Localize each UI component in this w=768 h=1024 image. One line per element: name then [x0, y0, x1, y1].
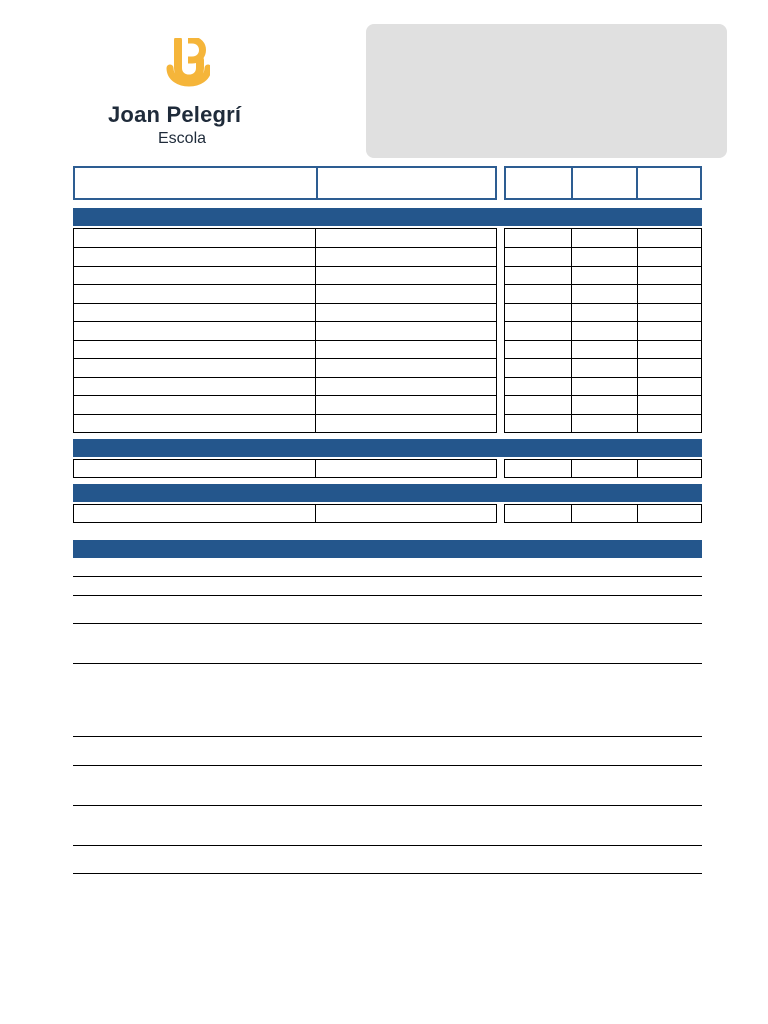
notes-line — [73, 595, 702, 596]
section-2-left-row — [73, 459, 497, 478]
section-3-right-row — [504, 504, 702, 523]
school-name: Joan Pelegrí — [108, 102, 242, 127]
school-logo-mark-icon — [162, 38, 210, 90]
section-2-right-row — [504, 459, 702, 478]
notes-line — [73, 623, 702, 624]
section-3-band — [73, 484, 702, 502]
notes-line — [73, 873, 702, 874]
notes-line — [73, 736, 702, 737]
section-1-band — [73, 208, 702, 226]
notes-line — [73, 765, 702, 766]
school-logo — [100, 38, 280, 158]
school-subtitle: Escola — [158, 130, 207, 147]
notes-line — [73, 576, 702, 577]
section-1-left-table — [73, 228, 497, 433]
section-4-band — [73, 540, 702, 558]
notes-line — [73, 845, 702, 846]
notes-line — [73, 663, 702, 664]
notes-line — [73, 805, 702, 806]
header-columns-box — [504, 166, 702, 200]
info-box — [366, 24, 727, 158]
header-name-value-box — [73, 166, 497, 200]
section-1-right-table — [504, 228, 702, 433]
section-3-left-row — [73, 504, 497, 523]
section-2-band — [73, 439, 702, 457]
